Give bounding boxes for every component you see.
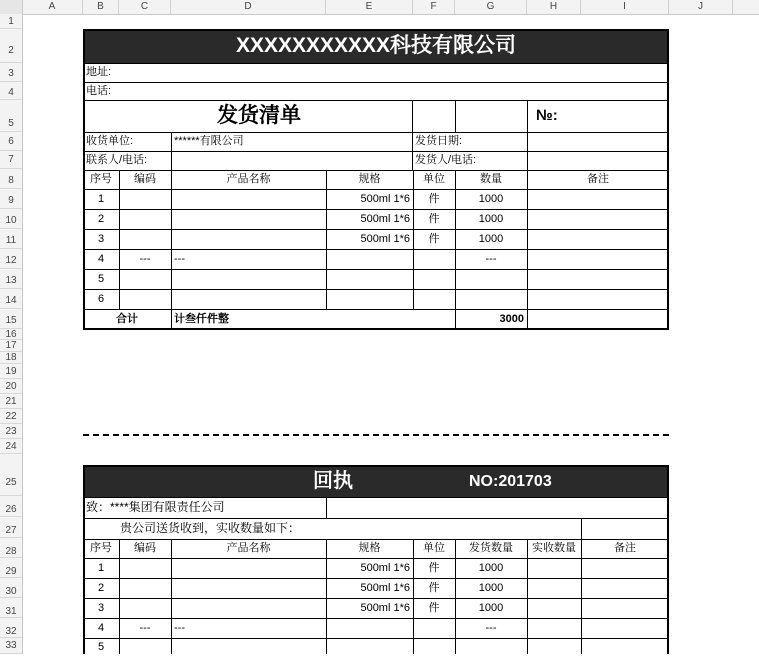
- address-label: 地址:: [86, 66, 112, 78]
- document-title: 发货清单: [217, 104, 301, 127]
- row-header-bar: [0, 14, 23, 654]
- row-no[interactable]: 5: [97, 641, 105, 653]
- column-header-bar: [0, 0, 759, 15]
- row-unit[interactable]: 件: [428, 233, 440, 245]
- receipt-title: 回执: [313, 470, 353, 492]
- row-qty[interactable]: 1000: [478, 193, 504, 205]
- row-header[interactable]: 23: [0, 424, 22, 439]
- receiver-label: 收货单位:: [86, 135, 134, 147]
- column-header-c[interactable]: C: [119, 0, 171, 14]
- row-header[interactable]: 19: [0, 364, 22, 379]
- row-qty[interactable]: 1000: [478, 602, 504, 614]
- row-spec[interactable]: 500ml 1*6: [360, 602, 410, 614]
- divider: [455, 100, 456, 132]
- row-spec[interactable]: 500ml 1*6: [360, 193, 410, 205]
- col-header-unit: 单位: [423, 542, 445, 554]
- row-header[interactable]: 29: [0, 558, 22, 578]
- row-qty[interactable]: 1000: [478, 213, 504, 225]
- row-header[interactable]: 32: [0, 618, 22, 638]
- row-header[interactable]: 20: [0, 379, 22, 394]
- row-unit[interactable]: 件: [428, 213, 440, 225]
- row-spec[interactable]: 500ml 1*6: [360, 233, 410, 245]
- company-name: XXXXXXXXXXX科技有限公司: [235, 34, 517, 57]
- row-header[interactable]: 17: [0, 340, 22, 352]
- col-header-received-qty: 实收数量: [532, 542, 576, 554]
- divider: [527, 170, 528, 330]
- divider: [83, 82, 669, 83]
- row-header[interactable]: 22: [0, 409, 22, 424]
- contact-label: 联系人/电话:: [86, 154, 148, 166]
- row-qty[interactable]: ---: [485, 253, 497, 265]
- col-header-no: 序号: [90, 542, 112, 554]
- row-spec[interactable]: 500ml 1*6: [360, 213, 410, 225]
- row-header[interactable]: 4: [0, 82, 22, 100]
- row-no[interactable]: 3: [97, 602, 105, 614]
- col-header-code: 编码: [134, 173, 156, 185]
- col-header-shipped-qty: 发货数量: [469, 542, 513, 554]
- row-header[interactable]: 16: [0, 329, 22, 340]
- receipt-received-line: 贵公司送货收到，实收数量如下：: [120, 521, 301, 535]
- row-no[interactable]: 2: [97, 213, 105, 225]
- divider: [412, 100, 413, 132]
- col-header-product: 产品名称: [226, 542, 271, 554]
- column-header-h[interactable]: H: [527, 0, 581, 14]
- row-product[interactable]: ---: [174, 622, 185, 634]
- row-unit[interactable]: 件: [428, 582, 440, 594]
- row-header[interactable]: 2: [0, 29, 22, 63]
- number-label: №:: [536, 107, 558, 124]
- col-header-spec: 规格: [358, 173, 381, 185]
- row-header[interactable]: 5: [0, 100, 22, 132]
- row-header[interactable]: 13: [0, 269, 22, 289]
- row-header[interactable]: 21: [0, 394, 22, 409]
- row-no[interactable]: 4: [97, 622, 105, 634]
- row-header[interactable]: 28: [0, 538, 22, 558]
- row-spec[interactable]: 500ml 1*6: [360, 562, 410, 574]
- row-header[interactable]: 11: [0, 229, 22, 249]
- column-header-d[interactable]: D: [171, 0, 326, 14]
- total-qty[interactable]: 3000: [499, 313, 524, 325]
- total-text[interactable]: 计叁仟件整: [174, 313, 229, 325]
- row-header[interactable]: 8: [0, 169, 22, 189]
- row-header[interactable]: 15: [0, 309, 22, 329]
- divider: [527, 100, 528, 170]
- total-label: 合计: [116, 313, 138, 325]
- divider: [171, 132, 172, 170]
- column-header-b[interactable]: B: [83, 0, 119, 14]
- col-header-note: 备注: [587, 173, 609, 185]
- row-unit[interactable]: 件: [428, 602, 440, 614]
- col-header-code: 编码: [134, 542, 156, 554]
- row-header[interactable]: 18: [0, 352, 22, 364]
- column-header-a[interactable]: A: [22, 0, 83, 14]
- divider: [171, 170, 172, 330]
- row-header[interactable]: 1: [0, 14, 22, 29]
- receipt-to: 致：****集团有限责任公司: [86, 500, 225, 514]
- row-code[interactable]: ---: [139, 622, 151, 634]
- select-all-corner[interactable]: [0, 0, 23, 14]
- row-header[interactable]: 25: [0, 454, 22, 496]
- row-qty[interactable]: 1000: [478, 233, 504, 245]
- col-header-spec: 规格: [358, 542, 381, 554]
- col-header-no: 序号: [90, 173, 112, 185]
- column-header-f[interactable]: F: [413, 0, 455, 14]
- column-header-g[interactable]: G: [455, 0, 527, 14]
- row-header[interactable]: 12: [0, 249, 22, 269]
- col-header-qty: 数量: [480, 173, 502, 185]
- row-qty[interactable]: 1000: [478, 582, 504, 594]
- divider: [119, 170, 120, 309]
- divider: [326, 497, 327, 518]
- row-header[interactable]: 3: [0, 63, 22, 82]
- row-no[interactable]: 4: [97, 253, 105, 265]
- divider: [412, 132, 413, 170]
- row-unit[interactable]: 件: [428, 562, 440, 574]
- row-header[interactable]: 10: [0, 209, 22, 229]
- divider: [83, 63, 669, 64]
- row-header[interactable]: 9: [0, 189, 22, 209]
- row-code[interactable]: ---: [139, 253, 151, 265]
- row-no[interactable]: 6: [97, 293, 105, 305]
- row-header[interactable]: 6: [0, 132, 22, 151]
- cut-line: [83, 434, 669, 436]
- col-header-note: 备注: [614, 542, 636, 554]
- row-header[interactable]: 14: [0, 289, 22, 309]
- row-header[interactable]: 7: [0, 151, 22, 169]
- row-qty[interactable]: 1000: [478, 562, 504, 574]
- ship-date-label: 发货日期:: [415, 135, 463, 147]
- row-no[interactable]: 3: [97, 233, 105, 245]
- column-header-j[interactable]: J: [669, 0, 733, 14]
- phone-label: 电话:: [86, 85, 112, 97]
- row-header[interactable]: 33: [0, 638, 22, 654]
- receiver-value[interactable]: ******有限公司: [174, 135, 244, 147]
- row-qty[interactable]: ---: [485, 622, 497, 634]
- row-no[interactable]: 2: [97, 582, 105, 594]
- column-header-i[interactable]: I: [581, 0, 669, 14]
- column-header-e[interactable]: E: [326, 0, 413, 14]
- row-no[interactable]: 1: [97, 193, 105, 205]
- shipper-label: 发货人/电话:: [415, 154, 477, 166]
- row-header[interactable]: 31: [0, 598, 22, 618]
- col-header-unit: 单位: [423, 173, 445, 185]
- row-spec[interactable]: 500ml 1*6: [360, 582, 410, 594]
- row-header[interactable]: 30: [0, 578, 22, 598]
- row-header[interactable]: 27: [0, 517, 22, 538]
- row-unit[interactable]: 件: [428, 193, 440, 205]
- row-product[interactable]: ---: [174, 253, 185, 265]
- receipt-number: NO:201703: [469, 473, 552, 490]
- column-header-k[interactable]: [733, 0, 759, 14]
- row-no[interactable]: 1: [97, 562, 105, 574]
- row-header[interactable]: 24: [0, 439, 22, 454]
- row-no[interactable]: 5: [97, 273, 105, 285]
- row-header[interactable]: 26: [0, 496, 22, 517]
- col-header-product: 产品名称: [226, 173, 271, 185]
